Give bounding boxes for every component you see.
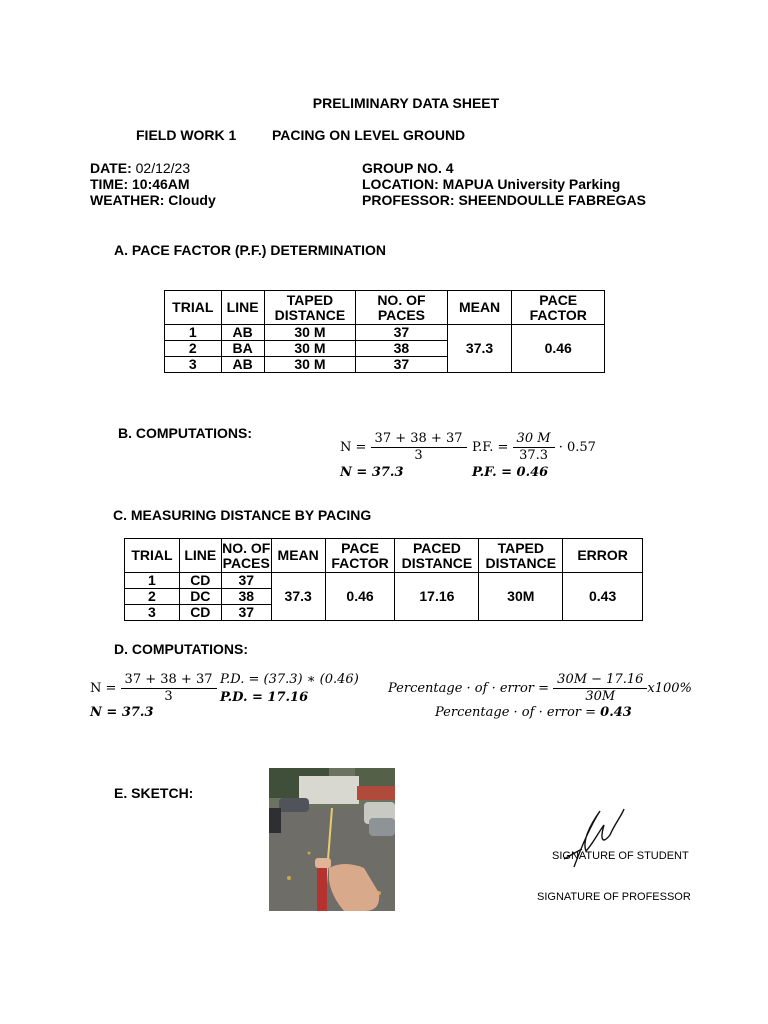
section-a-heading: A. PACE FACTOR (P.F.) DETERMINATION [114, 242, 386, 258]
cell-line: AB [221, 357, 264, 373]
paced-distance-formula: P.D. = (37.3) ∗ (0.46) [220, 672, 359, 687]
date-line: DATE: 02/12/23 [90, 160, 191, 176]
mean-formula: N = $\frac{37 + 38 + 37}{3}$ [340, 431, 467, 464]
cell-pace-factor: 0.46 [325, 573, 395, 621]
header-trial: TRIAL [125, 539, 180, 573]
cell-error: 0.43 [563, 573, 643, 621]
cell-taped: 30 M [264, 325, 355, 341]
student-signature-label: SIGNATURE OF STUDENT [552, 850, 689, 862]
header-paced-distance: PACED DISTANCE [395, 539, 479, 573]
info-right [362, 160, 646, 208]
page-title: PRELIMINARY DATA SHEET [312, 95, 500, 111]
paced-distance-result: P.D. = 17.16 [220, 690, 309, 705]
header-no-of-paces: NO. OF PACES [356, 291, 447, 325]
pacing-distance-table [124, 538, 643, 621]
cell-taped-distance: 30M [479, 573, 563, 621]
cell-trial: 3 [125, 605, 180, 621]
header-error: ERROR [563, 539, 643, 573]
professor-line: PROFESSOR: SHEENDOULLE FABREGAS [362, 192, 646, 208]
cell-mean: 37.3 [271, 573, 325, 621]
cell-line: BA [221, 341, 264, 357]
header-line: LINE [221, 291, 264, 325]
cell-paces: 37 [221, 573, 271, 589]
header-no-of-paces: NO. OF PACES [222, 539, 271, 571]
sketch-photo [269, 768, 395, 911]
section-b-heading: B. COMPUTATIONS: [118, 425, 253, 441]
info-left [90, 160, 216, 208]
header-line: LINE [179, 539, 221, 573]
student-signature-scribble [552, 805, 632, 875]
cell-paces: 37 [221, 605, 271, 621]
cell-taped: 30 M [264, 341, 355, 357]
section-c-heading: C. MEASURING DISTANCE BY PACING [113, 507, 372, 523]
cell-trial: 1 [165, 325, 222, 341]
group-line: GROUP NO. 4 [362, 160, 454, 176]
header-pace-factor: PACE FACTOR [512, 291, 605, 325]
table-row [125, 573, 643, 589]
cell-trial: 1 [125, 573, 180, 589]
weather-line: WEATHER: Cloudy [90, 192, 216, 208]
cell-paced-distance: 17.16 [395, 573, 479, 621]
cell-trial: 2 [165, 341, 222, 357]
header-taped-distance: TAPED DISTANCE [479, 539, 563, 573]
section-d-heading: D. COMPUTATIONS: [114, 641, 249, 657]
error-result: Percentage · of · error = 0.43 [435, 705, 632, 720]
cell-paces: 37 [356, 325, 447, 341]
fieldwork-number: FIELD WORK 1 [136, 127, 237, 143]
cell-paces: 37 [356, 357, 447, 373]
cell-line: CD [179, 605, 221, 621]
table-row [165, 325, 605, 341]
error-formula: Percentage · of · error = $\frac{30M - 17.16}{30M}$ x100% [388, 672, 692, 704]
header-trial: TRIAL [165, 291, 222, 325]
cell-line: AB [221, 325, 264, 341]
header-taped-distance: TAPED DISTANCE [264, 291, 355, 325]
professor-signature-label: SIGNATURE OF PROFESSOR [537, 891, 691, 903]
fieldwork-activity: PACING ON LEVEL GROUND [272, 127, 466, 143]
location-line: LOCATION: MAPUA University Parking [362, 176, 621, 192]
section-e-heading: E. SKETCH: [114, 785, 194, 801]
cell-trial: 2 [125, 589, 180, 605]
table-header-row [165, 291, 605, 325]
cell-mean: 37.3 [447, 325, 512, 373]
header-mean: MEAN [271, 539, 325, 573]
mean-result: N = 37.3 [340, 465, 404, 480]
cell-trial: 3 [165, 357, 222, 373]
mean-result-d: N = 37.3 [90, 705, 154, 720]
cell-line: CD [179, 573, 221, 589]
time-line: TIME: 10:46AM [90, 176, 190, 192]
cell-taped: 30 M [264, 357, 355, 373]
pace-factor-table [164, 290, 605, 373]
parking-lot-photo [269, 768, 395, 911]
mean-formula-d: N = $\frac{37 + 38 + 37}{3}$ [90, 672, 217, 705]
pace-factor-result: P.F. = 0.46 [472, 465, 549, 480]
cell-paces: 38 [356, 341, 447, 357]
pace-factor-formula: P.F. = $\frac{30 M}{37.3}$ · 0.57 [472, 431, 596, 463]
table-header-row [125, 539, 643, 573]
cell-line: DC [179, 589, 221, 605]
header-pace-factor: PACE FACTOR [325, 539, 395, 573]
header-mean: MEAN [447, 291, 512, 325]
cell-paces: 38 [221, 589, 271, 605]
cell-pace-factor: 0.46 [512, 325, 605, 373]
